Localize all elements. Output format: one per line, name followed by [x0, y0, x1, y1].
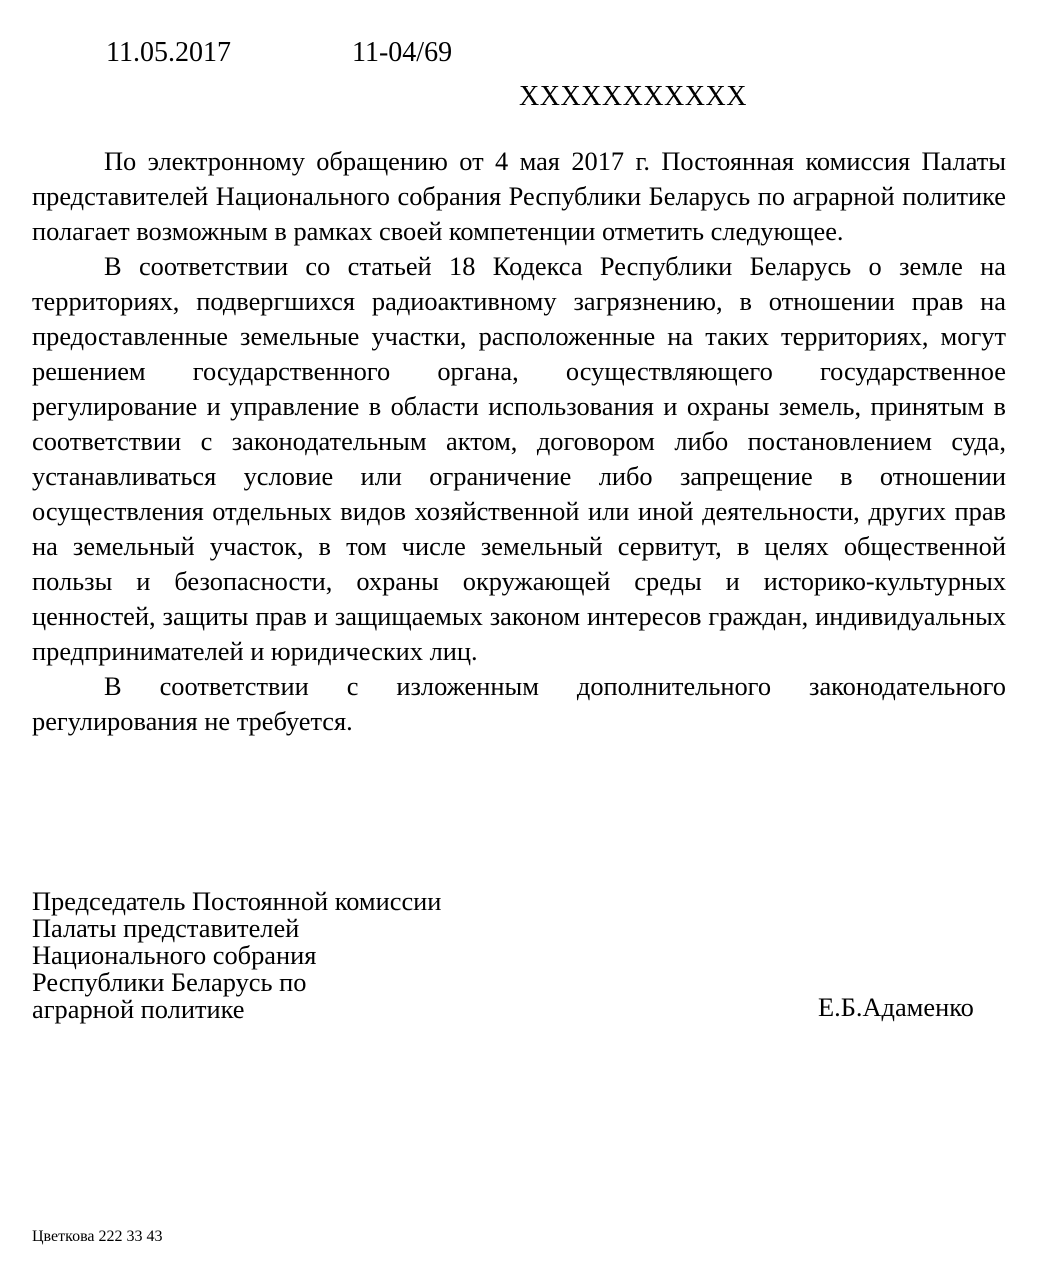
- paragraph-intro: По электронному обращению от 4 мая 2017 г. Постоянная комиссия Палаты представителей Национального собрания Республики Беларусь по аграрной политике полагает возможным в рамках своей компетенции отметить следующее.: [32, 146, 1006, 246]
- signer-position-line: Республики Беларусь по: [32, 967, 307, 997]
- paragraph-conclusion: В соответствии с изложенным дополнительного законодательного регулирования не требуется.: [32, 671, 1006, 736]
- signer-name: Е.Б.Адаменко: [818, 992, 974, 1022]
- signer-position-line: аграрной политике: [32, 994, 245, 1024]
- addressee: XXXXXXXXXXX: [519, 81, 747, 112]
- executor-contact: Цветкова 222 33 43: [32, 1228, 163, 1245]
- signer-position-line: Председатель Постоянной комиссии: [32, 886, 442, 916]
- signer-position-line: Национального собрания: [32, 940, 317, 970]
- document-date: 11.05.2017: [106, 37, 231, 68]
- signer-position-line: Палаты представителей: [32, 913, 300, 943]
- document-number: 11-04/69: [352, 37, 453, 68]
- paragraph-legal-basis: В соответствии со статьей 18 Кодекса Республики Беларусь о земле на территориях, подвергшихся радиоактивному загрязнению, в отношении прав на предоставленные земельные участки, расположенные на таких территориях, могут решением государственного органа, осуществляющего государственное регулирование и управление в области использования и охраны земель, принятым в соответствии с законодательным актом, договором либо постановлением суда, устанавливаться условие или ограничение либо запрещение в отношении осуществления отдельных видов хозяйственной или иной деятельности, других прав на земельный участок, в том числе земельный сервитут, в целях общественной пользы и безопасности, охраны окружающей среды и историко-культурных ценностей, защиты прав и защищаемых законом интересов граждан, индивидуальных предпринимателей и юридических лиц.: [32, 251, 1006, 666]
- letter-body: [32, 144, 1006, 739]
